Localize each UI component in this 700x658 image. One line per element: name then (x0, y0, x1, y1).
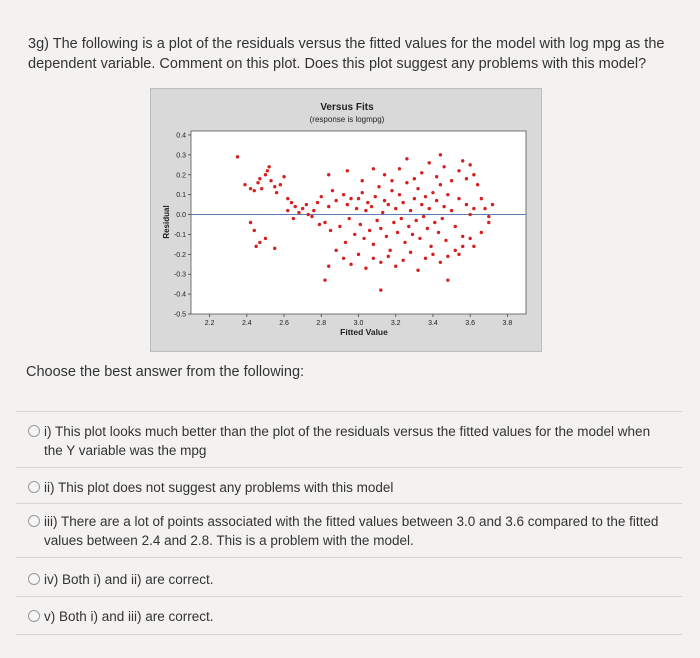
y-tick-label: 0.0 (176, 212, 186, 220)
y-tick-label: 0.4 (176, 132, 186, 140)
residual-point (383, 199, 386, 202)
residual-point (442, 165, 445, 168)
x-axis-label: Fitted Value (340, 327, 388, 337)
residual-point (275, 191, 278, 194)
residual-point (388, 249, 391, 252)
x-tick-label: 2.6 (279, 320, 289, 327)
residual-point (355, 207, 358, 210)
residual-point (465, 203, 468, 206)
y-axis-label: Residual (162, 205, 171, 239)
residual-plot (150, 88, 542, 352)
residual-point (279, 183, 282, 186)
residual-point (301, 207, 304, 210)
residual-point (420, 203, 423, 206)
residual-point (426, 227, 429, 230)
residual-point (264, 237, 267, 240)
residual-point (338, 225, 341, 228)
radio-button[interactable] (28, 610, 40, 622)
residual-point (364, 267, 367, 270)
x-tick-label: 2.8 (316, 320, 327, 327)
residual-point (316, 201, 319, 204)
residual-point (396, 231, 399, 234)
residual-point (390, 189, 393, 192)
residual-point (353, 233, 356, 236)
residual-point (465, 177, 468, 180)
residual-point (307, 213, 310, 216)
residual-point (409, 209, 412, 212)
residual-point (387, 203, 390, 206)
residual-point (260, 187, 263, 190)
residual-point (243, 183, 246, 186)
residual-point (249, 221, 252, 224)
residual-point (435, 175, 438, 178)
residual-point (342, 257, 345, 260)
residual-point (292, 217, 295, 220)
residual-point (439, 183, 442, 186)
residual-point (368, 229, 371, 232)
residual-point (256, 181, 259, 184)
residual-point (444, 239, 447, 242)
residual-point (379, 261, 382, 264)
residual-point (446, 278, 449, 281)
residual-point (346, 203, 349, 206)
divider (16, 634, 682, 635)
residual-point (454, 225, 457, 228)
residual-point (480, 231, 483, 234)
residual-point (416, 269, 419, 272)
y-tick-label: 0.2 (176, 172, 186, 180)
residual-point (366, 201, 369, 204)
option-label: v) Both i) and iii) are correct. (44, 609, 214, 624)
x-tick-label: 2.4 (241, 320, 252, 327)
residual-point (472, 245, 475, 248)
divider (16, 467, 682, 468)
residual-point (394, 265, 397, 268)
residual-point (357, 197, 360, 200)
residual-point (446, 255, 449, 258)
residual-point (372, 167, 375, 170)
divider (16, 557, 682, 558)
residual-point (349, 263, 352, 266)
residual-point (414, 219, 417, 222)
residual-point (472, 173, 475, 176)
residual-point (381, 211, 384, 214)
residual-point (258, 177, 261, 180)
y-tick-label: -0.5 (173, 311, 186, 319)
residual-point (323, 278, 326, 281)
residual-point (258, 241, 261, 244)
residual-point (312, 209, 315, 212)
residual-point (357, 253, 360, 256)
residual-point (269, 179, 272, 182)
residual-point (267, 165, 270, 168)
residual-point (346, 169, 349, 172)
chart-subtitle: (response is logmpg) (309, 115, 385, 124)
residual-point (398, 193, 401, 196)
residual-point (401, 201, 404, 204)
divider (16, 596, 682, 597)
residual-point (370, 205, 373, 208)
residual-point (435, 199, 438, 202)
residual-point (416, 187, 419, 190)
residual-point (457, 253, 460, 256)
residual-point (236, 155, 239, 158)
residual-point (491, 203, 494, 206)
residual-point (461, 159, 464, 162)
radio-button[interactable] (28, 573, 40, 585)
y-tick-label: 0.1 (176, 192, 186, 200)
residual-point (344, 241, 347, 244)
residual-point (347, 217, 350, 220)
residual-point (472, 207, 475, 210)
residual-point (320, 195, 323, 198)
residual-point (468, 213, 471, 216)
residual-point (437, 231, 440, 234)
residual-point (379, 227, 382, 230)
residual-point (413, 197, 416, 200)
residual-point (266, 169, 269, 172)
residual-point (476, 183, 479, 186)
residual-point (290, 201, 293, 204)
residual-point (461, 235, 464, 238)
x-tick-label: 3.6 (465, 320, 476, 327)
chart-title: Versus Fits (320, 102, 374, 113)
divider (16, 503, 682, 504)
residual-point (375, 219, 378, 222)
plot-area (191, 131, 526, 314)
radio-button[interactable] (28, 425, 40, 437)
residual-point (331, 189, 334, 192)
residual-point (422, 215, 425, 218)
residual-point (254, 245, 257, 248)
residual-point (377, 185, 380, 188)
residual-point (372, 243, 375, 246)
residual-point (383, 173, 386, 176)
residual-point (457, 197, 460, 200)
residual-point (310, 215, 313, 218)
residual-point (342, 193, 345, 196)
residual-point (424, 195, 427, 198)
residual-point (400, 217, 403, 220)
residual-point (379, 288, 382, 291)
residual-point (372, 257, 375, 260)
residual-point (468, 163, 471, 166)
residual-point (450, 179, 453, 182)
option-label: i) This plot looks much better than the plot of the residuals versus the fitted values for the model when the Y variable was the mpg (44, 424, 651, 458)
residual-point (454, 249, 457, 252)
residual-point (429, 245, 432, 248)
radio-button[interactable] (28, 481, 40, 493)
residual-point (405, 157, 408, 160)
residual-point (329, 229, 332, 232)
residual-point (431, 253, 434, 256)
scatter-chart (151, 89, 541, 351)
residual-point (450, 209, 453, 212)
residual-point (401, 259, 404, 262)
y-tick-label: -0.2 (173, 251, 186, 259)
residual-point (457, 169, 460, 172)
residual-point (390, 179, 393, 182)
residual-point (431, 191, 434, 194)
residual-point (439, 261, 442, 264)
x-tick-label: 3.0 (353, 320, 364, 327)
option-label: iii) There are a lot of points associated with the fitted values between 3.0 and 3.6 compared to the fitted values between 2.4 and 2.8. This is a problem with the model. (44, 514, 659, 548)
residual-point (286, 197, 289, 200)
residual-point (480, 197, 483, 200)
residual-point (361, 179, 364, 182)
residual-point (318, 223, 321, 226)
divider (16, 411, 682, 412)
residual-point (359, 223, 362, 226)
option-label: iv) Both i) and ii) are correct. (44, 572, 214, 587)
option-label: ii) This plot does not suggest any problems with this model (44, 480, 394, 495)
residual-point (364, 209, 367, 212)
residual-point (403, 241, 406, 244)
x-tick-label: 3.8 (502, 320, 513, 327)
residual-point (411, 233, 414, 236)
residual-point (413, 177, 416, 180)
y-tick-label: 0.3 (176, 152, 186, 160)
residual-point (387, 255, 390, 258)
residual-point (446, 193, 449, 196)
residual-point (483, 207, 486, 210)
residual-point (249, 187, 252, 190)
residual-point (442, 205, 445, 208)
residual-point (433, 221, 436, 224)
residual-point (487, 221, 490, 224)
residual-point (286, 209, 289, 212)
residual-point (439, 153, 442, 156)
residual-point (407, 225, 410, 228)
residual-point (327, 265, 330, 268)
residual-point (394, 207, 397, 210)
residual-point (323, 221, 326, 224)
residual-point (424, 257, 427, 260)
y-tick-label: -0.4 (173, 291, 186, 299)
residual-point (441, 217, 444, 220)
residual-point (362, 237, 365, 240)
residual-point (385, 235, 388, 238)
y-tick-label: -0.1 (173, 231, 186, 239)
residual-point (334, 199, 337, 202)
x-tick-label: 3.4 (428, 320, 438, 327)
residual-point (409, 251, 412, 254)
residual-point (398, 167, 401, 170)
residual-point (374, 195, 377, 198)
residual-point (327, 205, 330, 208)
residual-point (273, 185, 276, 188)
residual-point (420, 171, 423, 174)
residual-point (461, 245, 464, 248)
question-text: 3g) The following is a plot of the residuals versus the fitted values for the model with log mpg as the dependent variable. Comment on this plot. Does this plot suggest any problems with this model? (28, 36, 665, 72)
residual-point (428, 161, 431, 164)
residual-point (273, 247, 276, 250)
residual-point (297, 211, 300, 214)
residual-point (361, 191, 364, 194)
residual-point (253, 189, 256, 192)
residual-point (253, 229, 256, 232)
residual-point (405, 181, 408, 184)
residual-point (418, 237, 421, 240)
y-tick-label: -0.3 (173, 271, 186, 279)
residual-point (349, 197, 352, 200)
residual-point (264, 173, 267, 176)
residual-point (282, 175, 285, 178)
x-tick-label: 3.2 (390, 320, 401, 327)
x-tick-label: 2.2 (204, 320, 215, 327)
residual-point (428, 207, 431, 210)
residual-point (487, 215, 490, 218)
radio-button[interactable] (28, 515, 40, 527)
residual-point (327, 173, 330, 176)
residual-point (294, 205, 297, 208)
residual-point (334, 249, 337, 252)
residual-point (392, 221, 395, 224)
choose-prompt: Choose the best answer from the following: (26, 364, 305, 380)
residual-point (305, 203, 308, 206)
residual-point (468, 237, 471, 240)
